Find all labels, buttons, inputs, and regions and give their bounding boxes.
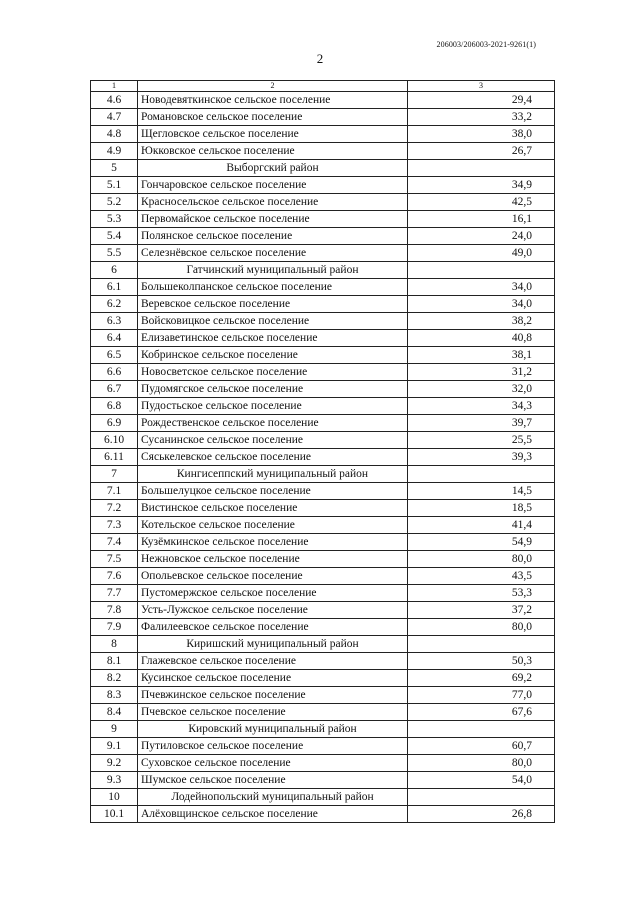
row-value: 80,0 [408, 755, 555, 772]
table-row [91, 704, 555, 721]
table-row [91, 177, 555, 194]
row-number: 8 [91, 636, 138, 653]
settlement-name: Глажевское сельское поселение [138, 653, 408, 670]
row-value: 60,7 [408, 738, 555, 755]
row-number: 10.1 [91, 806, 138, 823]
settlement-name: Путиловское сельское поселение [138, 738, 408, 755]
row-value: 37,2 [408, 602, 555, 619]
settlement-name: Кузёмкинское сельское поселение [138, 534, 408, 551]
row-number: 5.5 [91, 245, 138, 262]
settlement-name: Веревское сельское поселение [138, 296, 408, 313]
settlement-name: Гончаровское сельское поселение [138, 177, 408, 194]
table-body [91, 81, 555, 823]
table-row [91, 483, 555, 500]
row-value: 39,7 [408, 415, 555, 432]
table-row [91, 296, 555, 313]
settlement-name: Рождественское сельское поселение [138, 415, 408, 432]
row-number: 7.4 [91, 534, 138, 551]
settlement-name: Пудомягское сельское поселение [138, 381, 408, 398]
settlements-table [90, 80, 555, 823]
row-number: 8.2 [91, 670, 138, 687]
row-number: 7.7 [91, 585, 138, 602]
row-value: 80,0 [408, 551, 555, 568]
table-row [91, 415, 555, 432]
row-value: 50,3 [408, 653, 555, 670]
table-row [91, 381, 555, 398]
table-row [91, 687, 555, 704]
row-number: 6.1 [91, 279, 138, 296]
row-value: 18,5 [408, 500, 555, 517]
settlement-name: Полянское сельское поселение [138, 228, 408, 245]
row-number: 6.7 [91, 381, 138, 398]
settlement-name: Пчевжинское сельское поселение [138, 687, 408, 704]
row-number: 6.3 [91, 313, 138, 330]
row-value: 38,2 [408, 313, 555, 330]
district-name: Кингисеппский муниципальный район [138, 466, 408, 483]
table-row [91, 738, 555, 755]
column-header: 2 [138, 81, 408, 92]
settlement-name: Пустомержское сельское поселение [138, 585, 408, 602]
settlement-name: Вистинское сельское поселение [138, 500, 408, 517]
settlement-name: Нежновское сельское поселение [138, 551, 408, 568]
settlement-name: Большеколпанское сельское поселение [138, 279, 408, 296]
settlement-name: Фалилеевское сельское поселение [138, 619, 408, 636]
row-value: 42,5 [408, 194, 555, 211]
row-number: 9.3 [91, 772, 138, 789]
row-number: 6.9 [91, 415, 138, 432]
row-value: 54,9 [408, 534, 555, 551]
settlement-name: Юкковское сельское поселение [138, 143, 408, 160]
district-name: Киришский муниципальный район [138, 636, 408, 653]
settlement-name: Суховское сельское поселение [138, 755, 408, 772]
table-row [91, 449, 555, 466]
row-number: 6.2 [91, 296, 138, 313]
district-name: Кировский муниципальный район [138, 721, 408, 738]
table-row [91, 245, 555, 262]
row-number: 6.4 [91, 330, 138, 347]
row-value: 26,7 [408, 143, 555, 160]
settlement-name: Красносельское сельское поселение [138, 194, 408, 211]
row-number: 7.3 [91, 517, 138, 534]
settlement-name: Новосветское сельское поселение [138, 364, 408, 381]
table-row [91, 568, 555, 585]
settlement-name: Кобринское сельское поселение [138, 347, 408, 364]
row-number: 9.1 [91, 738, 138, 755]
row-number: 10 [91, 789, 138, 806]
table-row [91, 347, 555, 364]
table-row [91, 806, 555, 823]
table-row [91, 279, 555, 296]
settlement-name: Романовское сельское поселение [138, 109, 408, 126]
row-number: 6.11 [91, 449, 138, 466]
row-value: 38,1 [408, 347, 555, 364]
row-value: 67,6 [408, 704, 555, 721]
row-value: 41,4 [408, 517, 555, 534]
row-value: 24,0 [408, 228, 555, 245]
row-value [408, 636, 555, 653]
row-value: 80,0 [408, 619, 555, 636]
table-row [91, 194, 555, 211]
district-name: Выборгский район [138, 160, 408, 177]
table-row [91, 143, 555, 160]
row-value: 43,5 [408, 568, 555, 585]
row-value: 34,3 [408, 398, 555, 415]
table-row [91, 653, 555, 670]
row-value: 49,0 [408, 245, 555, 262]
district-row [91, 262, 555, 279]
table-row [91, 398, 555, 415]
table-header-row [91, 81, 555, 92]
table-row [91, 551, 555, 568]
row-number: 6.5 [91, 347, 138, 364]
district-name: Лодейнопольский муниципальный район [138, 789, 408, 806]
table-row [91, 126, 555, 143]
column-header: 3 [408, 81, 555, 92]
row-number: 7.6 [91, 568, 138, 585]
table-row [91, 330, 555, 347]
row-number: 7 [91, 466, 138, 483]
row-number: 9.2 [91, 755, 138, 772]
district-row [91, 636, 555, 653]
row-number: 7.2 [91, 500, 138, 517]
table-row [91, 772, 555, 789]
column-header: 1 [91, 81, 138, 92]
district-row [91, 160, 555, 177]
settlement-name: Опольевское сельское поселение [138, 568, 408, 585]
row-number: 8.1 [91, 653, 138, 670]
settlement-name: Котельское сельское поселение [138, 517, 408, 534]
row-value: 33,2 [408, 109, 555, 126]
row-number: 7.5 [91, 551, 138, 568]
row-number: 8.4 [91, 704, 138, 721]
row-number: 5.2 [91, 194, 138, 211]
settlement-name: Усть-Лужское сельское поселение [138, 602, 408, 619]
settlement-name: Кусинское сельское поселение [138, 670, 408, 687]
row-value: 53,3 [408, 585, 555, 602]
table-row [91, 602, 555, 619]
row-value: 25,5 [408, 432, 555, 449]
row-value: 69,2 [408, 670, 555, 687]
row-number: 4.6 [91, 92, 138, 109]
row-number: 7.9 [91, 619, 138, 636]
row-number: 8.3 [91, 687, 138, 704]
table-row [91, 534, 555, 551]
row-number: 6.6 [91, 364, 138, 381]
table-row [91, 109, 555, 126]
row-number: 4.9 [91, 143, 138, 160]
table-row [91, 517, 555, 534]
table-row [91, 432, 555, 449]
row-number: 6.10 [91, 432, 138, 449]
table-row [91, 670, 555, 687]
district-name: Гатчинский муниципальный район [138, 262, 408, 279]
row-value [408, 160, 555, 177]
settlement-name: Селезнёвское сельское поселение [138, 245, 408, 262]
table-row [91, 500, 555, 517]
settlement-name: Большелуцкое сельское поселение [138, 483, 408, 500]
row-number: 4.8 [91, 126, 138, 143]
district-row [91, 789, 555, 806]
row-value: 54,0 [408, 772, 555, 789]
settlement-name: Пчевское сельское поселение [138, 704, 408, 721]
row-value: 34,0 [408, 279, 555, 296]
row-number: 6 [91, 262, 138, 279]
row-number: 5.4 [91, 228, 138, 245]
table-row [91, 364, 555, 381]
table-row [91, 92, 555, 109]
row-number: 7.8 [91, 602, 138, 619]
row-value: 14,5 [408, 483, 555, 500]
row-value: 16,1 [408, 211, 555, 228]
settlement-name: Первомайское сельское поселение [138, 211, 408, 228]
document-id: 206003/206003-2021-9261(1) [436, 40, 536, 49]
row-value: 29,4 [408, 92, 555, 109]
row-value [408, 789, 555, 806]
table-row [91, 585, 555, 602]
table-row [91, 313, 555, 330]
row-value: 34,9 [408, 177, 555, 194]
row-value [408, 262, 555, 279]
settlement-name: Сяськелевское сельское поселение [138, 449, 408, 466]
row-number: 5 [91, 160, 138, 177]
row-number: 5.1 [91, 177, 138, 194]
settlement-name: Шумское сельское поселение [138, 772, 408, 789]
district-row [91, 466, 555, 483]
row-value: 40,8 [408, 330, 555, 347]
settlement-name: Сусанинское сельское поселение [138, 432, 408, 449]
settlement-name: Алёховщинское сельское поселение [138, 806, 408, 823]
page-number: 2 [316, 51, 324, 66]
district-row [91, 721, 555, 738]
row-number: 6.8 [91, 398, 138, 415]
row-number: 5.3 [91, 211, 138, 228]
table-row [91, 755, 555, 772]
settlement-name: Новодевяткинское сельское поселение [138, 92, 408, 109]
row-number: 4.7 [91, 109, 138, 126]
row-value: 38,0 [408, 126, 555, 143]
table-row [91, 619, 555, 636]
row-value: 32,0 [408, 381, 555, 398]
row-number: 7.1 [91, 483, 138, 500]
row-value [408, 466, 555, 483]
row-value [408, 721, 555, 738]
settlement-name: Елизаветинское сельское поселение [138, 330, 408, 347]
settlement-name: Щегловское сельское поселение [138, 126, 408, 143]
row-number: 9 [91, 721, 138, 738]
table-row [91, 211, 555, 228]
row-value: 26,8 [408, 806, 555, 823]
row-value: 34,0 [408, 296, 555, 313]
table-row [91, 228, 555, 245]
settlement-name: Войсковицкое сельское поселение [138, 313, 408, 330]
row-value: 77,0 [408, 687, 555, 704]
row-value: 31,2 [408, 364, 555, 381]
settlement-name: Пудостьское сельское поселение [138, 398, 408, 415]
row-value: 39,3 [408, 449, 555, 466]
